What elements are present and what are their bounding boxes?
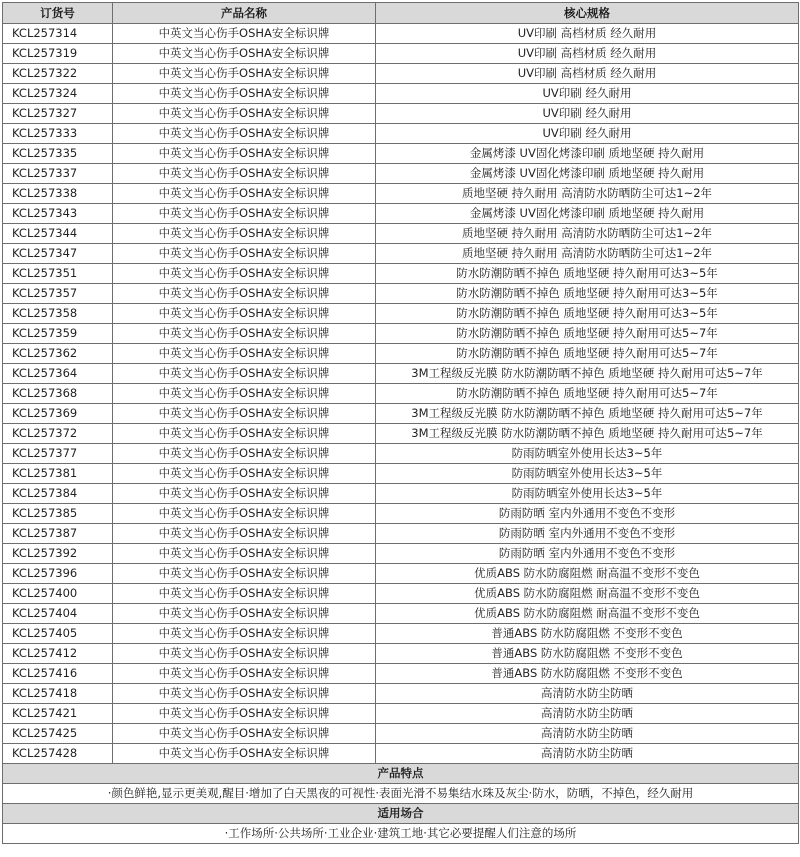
order-number-cell: KCL257359 [3, 324, 113, 344]
table-row [3, 664, 799, 684]
product-spec-sheet [2, 2, 798, 844]
order-number-cell: KCL257384 [3, 484, 113, 504]
applications-title: 适用场合 [3, 804, 799, 824]
table-row [3, 484, 799, 504]
order-number-cell: KCL257400 [3, 584, 113, 604]
core-spec-cell: UV印刷 高档材质 经久耐用 [376, 44, 799, 64]
product-name-cell: 中英文当心伤手OSHA安全标识牌 [113, 684, 376, 704]
product-name-cell: 中英文当心伤手OSHA安全标识牌 [113, 404, 376, 424]
product-name-cell: 中英文当心伤手OSHA安全标识牌 [113, 24, 376, 44]
table-row [3, 364, 799, 384]
header-core-spec: 核心规格 [376, 3, 799, 24]
table-row [3, 164, 799, 184]
header-order-number: 订货号 [3, 3, 113, 24]
order-number-cell: KCL257377 [3, 444, 113, 464]
header-product-name: 产品名称 [113, 3, 376, 24]
order-number-cell: KCL257324 [3, 84, 113, 104]
product-name-cell: 中英文当心伤手OSHA安全标识牌 [113, 64, 376, 84]
features-title: 产品特点 [3, 764, 799, 784]
table-row [3, 464, 799, 484]
applications-header-row [3, 804, 799, 824]
table-row [3, 244, 799, 264]
order-number-cell: KCL257385 [3, 504, 113, 524]
core-spec-cell: 防雨防晒室外使用长达3~5年 [376, 484, 799, 504]
core-spec-cell: 优质ABS 防水防腐阻燃 耐高温不变形不变色 [376, 564, 799, 584]
table-row [3, 144, 799, 164]
table-row [3, 384, 799, 404]
product-name-cell: 中英文当心伤手OSHA安全标识牌 [113, 424, 376, 444]
product-name-cell: 中英文当心伤手OSHA安全标识牌 [113, 444, 376, 464]
table-row [3, 24, 799, 44]
core-spec-cell: 普通ABS 防水防腐阻燃 不变形不变色 [376, 624, 799, 644]
product-name-cell: 中英文当心伤手OSHA安全标识牌 [113, 44, 376, 64]
product-name-cell: 中英文当心伤手OSHA安全标识牌 [113, 644, 376, 664]
core-spec-cell: 金属烤漆 UV固化烤漆印刷 质地坚硬 持久耐用 [376, 144, 799, 164]
product-name-cell: 中英文当心伤手OSHA安全标识牌 [113, 204, 376, 224]
core-spec-cell: 金属烤漆 UV固化烤漆印刷 质地坚硬 持久耐用 [376, 204, 799, 224]
product-name-cell: 中英文当心伤手OSHA安全标识牌 [113, 264, 376, 284]
product-name-cell: 中英文当心伤手OSHA安全标识牌 [113, 624, 376, 644]
order-number-cell: KCL257381 [3, 464, 113, 484]
table-row [3, 284, 799, 304]
order-number-cell: KCL257357 [3, 284, 113, 304]
core-spec-cell: 防雨防晒 室内外通用不变色不变形 [376, 524, 799, 544]
order-number-cell: KCL257425 [3, 724, 113, 744]
core-spec-cell: 质地坚硬 持久耐用 高清防水防晒防尘可达1~2年 [376, 224, 799, 244]
table-row [3, 344, 799, 364]
table-row [3, 524, 799, 544]
product-name-cell: 中英文当心伤手OSHA安全标识牌 [113, 284, 376, 304]
order-number-cell: KCL257421 [3, 704, 113, 724]
order-number-cell: KCL257343 [3, 204, 113, 224]
core-spec-cell: UV印刷 经久耐用 [376, 124, 799, 144]
order-number-cell: KCL257319 [3, 44, 113, 64]
table-row [3, 684, 799, 704]
table-row [3, 504, 799, 524]
core-spec-cell: 防雨防晒室外使用长达3~5年 [376, 464, 799, 484]
core-spec-cell: 金属烤漆 UV固化烤漆印刷 质地坚硬 持久耐用 [376, 164, 799, 184]
order-number-cell: KCL257322 [3, 64, 113, 84]
order-number-cell: KCL257351 [3, 264, 113, 284]
table-row [3, 64, 799, 84]
product-name-cell: 中英文当心伤手OSHA安全标识牌 [113, 604, 376, 624]
core-spec-cell: 防水防潮防晒不掉色 质地坚硬 持久耐用可达3~5年 [376, 304, 799, 324]
order-number-cell: KCL257418 [3, 684, 113, 704]
table-row [3, 624, 799, 644]
order-number-cell: KCL257344 [3, 224, 113, 244]
applications-text: ·工作场所·公共场所·工业企业·建筑工地·其它必要提醒人们注意的场所 [3, 824, 799, 844]
product-name-cell: 中英文当心伤手OSHA安全标识牌 [113, 344, 376, 364]
order-number-cell: KCL257369 [3, 404, 113, 424]
product-name-cell: 中英文当心伤手OSHA安全标识牌 [113, 224, 376, 244]
table-row [3, 744, 799, 764]
core-spec-cell: 高清防水防尘防晒 [376, 744, 799, 764]
order-number-cell: KCL257428 [3, 744, 113, 764]
core-spec-cell: 高清防水防尘防晒 [376, 704, 799, 724]
core-spec-cell: 普通ABS 防水防腐阻燃 不变形不变色 [376, 644, 799, 664]
product-name-cell: 中英文当心伤手OSHA安全标识牌 [113, 324, 376, 344]
order-number-cell: KCL257333 [3, 124, 113, 144]
core-spec-cell: 防水防潮防晒不掉色 质地坚硬 持久耐用可达5~7年 [376, 344, 799, 364]
table-row [3, 84, 799, 104]
table-row [3, 424, 799, 444]
core-spec-cell: UV印刷 高档材质 经久耐用 [376, 64, 799, 84]
core-spec-cell: 质地坚硬 持久耐用 高清防水防晒防尘可达1~2年 [376, 244, 799, 264]
product-name-cell: 中英文当心伤手OSHA安全标识牌 [113, 504, 376, 524]
table-row [3, 324, 799, 344]
product-name-cell: 中英文当心伤手OSHA安全标识牌 [113, 104, 376, 124]
product-name-cell: 中英文当心伤手OSHA安全标识牌 [113, 164, 376, 184]
order-number-cell: KCL257392 [3, 544, 113, 564]
product-name-cell: 中英文当心伤手OSHA安全标识牌 [113, 384, 376, 404]
order-number-cell: KCL257338 [3, 184, 113, 204]
table-row [3, 44, 799, 64]
table-row [3, 204, 799, 224]
table-row [3, 124, 799, 144]
product-name-cell: 中英文当心伤手OSHA安全标识牌 [113, 584, 376, 604]
table-row [3, 604, 799, 624]
order-number-cell: KCL257387 [3, 524, 113, 544]
core-spec-cell: 防雨防晒室外使用长达3~5年 [376, 444, 799, 464]
table-row [3, 544, 799, 564]
table-row [3, 444, 799, 464]
product-name-cell: 中英文当心伤手OSHA安全标识牌 [113, 184, 376, 204]
order-number-cell: KCL257327 [3, 104, 113, 124]
product-name-cell: 中英文当心伤手OSHA安全标识牌 [113, 144, 376, 164]
core-spec-cell: UV印刷 高档材质 经久耐用 [376, 24, 799, 44]
order-number-cell: KCL257416 [3, 664, 113, 684]
core-spec-cell: UV印刷 经久耐用 [376, 104, 799, 124]
table-row [3, 404, 799, 424]
product-name-cell: 中英文当心伤手OSHA安全标识牌 [113, 524, 376, 544]
table-row [3, 184, 799, 204]
product-name-cell: 中英文当心伤手OSHA安全标识牌 [113, 484, 376, 504]
table-row [3, 264, 799, 284]
core-spec-cell: 防水防潮防晒不掉色 质地坚硬 持久耐用可达3~5年 [376, 284, 799, 304]
product-table [2, 2, 799, 844]
core-spec-cell: 质地坚硬 持久耐用 高清防水防晒防尘可达1~2年 [376, 184, 799, 204]
product-name-cell: 中英文当心伤手OSHA安全标识牌 [113, 744, 376, 764]
order-number-cell: KCL257396 [3, 564, 113, 584]
features-header-row [3, 764, 799, 784]
product-name-cell: 中英文当心伤手OSHA安全标识牌 [113, 84, 376, 104]
table-row [3, 104, 799, 124]
product-name-cell: 中英文当心伤手OSHA安全标识牌 [113, 664, 376, 684]
core-spec-cell: 防水防潮防晒不掉色 质地坚硬 持久耐用可达5~7年 [376, 324, 799, 344]
product-name-cell: 中英文当心伤手OSHA安全标识牌 [113, 364, 376, 384]
table-row [3, 584, 799, 604]
order-number-cell: KCL257404 [3, 604, 113, 624]
core-spec-cell: UV印刷 经久耐用 [376, 84, 799, 104]
core-spec-cell: 3M工程级反光膜 防水防潮防晒不掉色 质地坚硬 持久耐用可达5~7年 [376, 424, 799, 444]
order-number-cell: KCL257405 [3, 624, 113, 644]
product-name-cell: 中英文当心伤手OSHA安全标识牌 [113, 564, 376, 584]
core-spec-cell: 防水防潮防晒不掉色 质地坚硬 持久耐用可达3~5年 [376, 264, 799, 284]
core-spec-cell: 高清防水防尘防晒 [376, 724, 799, 744]
order-number-cell: KCL257337 [3, 164, 113, 184]
product-name-cell: 中英文当心伤手OSHA安全标识牌 [113, 544, 376, 564]
order-number-cell: KCL257314 [3, 24, 113, 44]
features-row [3, 784, 799, 804]
order-number-cell: KCL257368 [3, 384, 113, 404]
product-name-cell: 中英文当心伤手OSHA安全标识牌 [113, 244, 376, 264]
table-row [3, 704, 799, 724]
order-number-cell: KCL257347 [3, 244, 113, 264]
core-spec-cell: 优质ABS 防水防腐阻燃 耐高温不变形不变色 [376, 604, 799, 624]
order-number-cell: KCL257372 [3, 424, 113, 444]
order-number-cell: KCL257362 [3, 344, 113, 364]
applications-row [3, 824, 799, 844]
core-spec-cell: 普通ABS 防水防腐阻燃 不变形不变色 [376, 664, 799, 684]
product-name-cell: 中英文当心伤手OSHA安全标识牌 [113, 124, 376, 144]
order-number-cell: KCL257358 [3, 304, 113, 324]
product-name-cell: 中英文当心伤手OSHA安全标识牌 [113, 704, 376, 724]
order-number-cell: KCL257364 [3, 364, 113, 384]
core-spec-cell: 防水防潮防晒不掉色 质地坚硬 持久耐用可达5~7年 [376, 384, 799, 404]
core-spec-cell: 防雨防晒 室内外通用不变色不变形 [376, 544, 799, 564]
product-name-cell: 中英文当心伤手OSHA安全标识牌 [113, 304, 376, 324]
table-row [3, 304, 799, 324]
table-row [3, 644, 799, 664]
order-number-cell: KCL257335 [3, 144, 113, 164]
order-number-cell: KCL257412 [3, 644, 113, 664]
product-name-cell: 中英文当心伤手OSHA安全标识牌 [113, 464, 376, 484]
features-text: ·颜色鲜艳,显示更美观,醒目·增加了白天黑夜的可视性·表面光滑不易集结水珠及灰尘·防水，防晒，不掉色，经久耐用 [3, 784, 799, 804]
product-name-cell: 中英文当心伤手OSHA安全标识牌 [113, 724, 376, 744]
core-spec-cell: 防雨防晒 室内外通用不变色不变形 [376, 504, 799, 524]
table-row [3, 224, 799, 244]
core-spec-cell: 优质ABS 防水防腐阻燃 耐高温不变形不变色 [376, 584, 799, 604]
table-row [3, 724, 799, 744]
table-header-row [3, 3, 799, 24]
table-row [3, 564, 799, 584]
core-spec-cell: 3M工程级反光膜 防水防潮防晒不掉色 质地坚硬 持久耐用可达5~7年 [376, 404, 799, 424]
core-spec-cell: 3M工程级反光膜 防水防潮防晒不掉色 质地坚硬 持久耐用可达5~7年 [376, 364, 799, 384]
table-body [3, 24, 799, 764]
core-spec-cell: 高清防水防尘防晒 [376, 684, 799, 704]
